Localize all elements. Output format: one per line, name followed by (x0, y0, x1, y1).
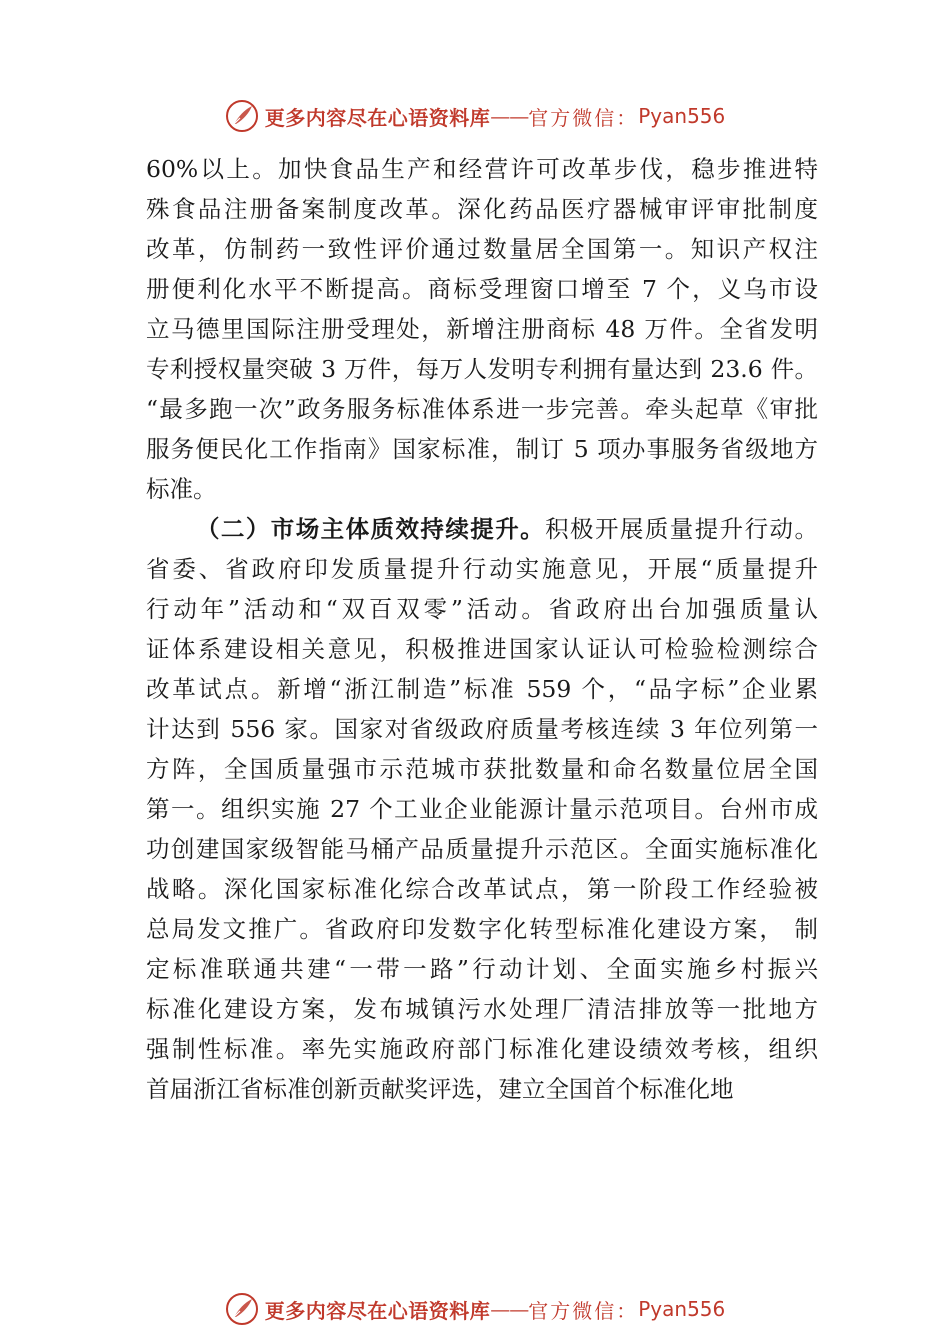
quill-logo-icon (225, 1292, 259, 1326)
header-separator: —— (490, 104, 529, 128)
text-segment: 积极开展质量提升行动。 (545, 515, 818, 543)
section-heading: （二）市场主体质效持续提升。 (196, 515, 546, 543)
text-line: 强制性标准。率先实施政府部门标准化建设绩效考核，组织 (146, 1035, 818, 1063)
text-line: 标准。 (146, 475, 217, 503)
text-line: 标准化建设方案，发布城镇污水处理厂清洁排放等一批地方 (146, 995, 818, 1023)
footer-separator: —— (490, 1297, 529, 1321)
text-line: 立马德里国际注册受理处，新增注册商标 48 万件。全省发明 (146, 315, 818, 343)
paragraph-2 (146, 509, 818, 1109)
text-line: 行动年”活动和“双百双零”活动。省政府出台加强质量认 (146, 595, 818, 623)
header-contact-label: 官方微信： (528, 105, 639, 130)
text-line: 专利授权量突破 3 万件，每万人发明专利拥有量达到 23.6 件。 (146, 355, 818, 383)
text-line: 服务便民化工作指南》国家标准，制订 5 项办事服务省级地方 (146, 435, 818, 463)
document-body (146, 149, 818, 1109)
text-line: 证体系建设相关意见，积极推进国家认证认可检验检测综合 (146, 635, 818, 663)
paragraph-2-first-line (146, 509, 818, 549)
footer-account: Pyan556 (638, 1297, 726, 1321)
text-line: 改革，仿制药一致性评价通过数量居全国第一。知识产权注 (146, 235, 818, 263)
text-line: 定标准联通共建“一带一路”行动计划、全面实施乡村振兴 (146, 955, 818, 983)
text-line: “最多跑一次”政务服务标准体系进一步完善。牵头起草《审批 (146, 395, 818, 423)
text-line: 总局发文推广。省政府印发数字化转型标准化建设方案， 制 (146, 915, 818, 943)
text-line: 首届浙江省标准创新贡献奖评选，建立全国首个标准化地 (146, 1075, 734, 1103)
text-line: 战略。深化国家标准化综合改革试点，第一阶段工作经验被 (146, 875, 818, 903)
text-line: 省委、省政府印发质量提升行动实施意见，开展“质量提升 (146, 555, 818, 583)
text-line: 60%以上。加快食品生产和经营许可改革步伐，稳步推进特 (146, 155, 818, 183)
paragraph-1 (146, 149, 818, 509)
header-account: Pyan556 (638, 104, 726, 128)
text-line: 殊食品注册备案制度改革。深化药品医疗器械审评审批制度 (146, 195, 818, 223)
text-line: 功创建国家级智能马桶产品质量提升示范区。全面实施标准化 (146, 835, 818, 863)
text-line: 计达到 556 家。国家对省级政府质量考核连续 3 年位列第一 (146, 715, 818, 743)
footer-contact-label: 官方微信： (528, 1298, 639, 1323)
text-line: 册便利化水平不断提高。商标受理窗口增至 7 个，义乌市设 (146, 275, 818, 303)
text-line: 第一。组织实施 27 个工业企业能源计量示范项目。台州市成 (146, 795, 818, 823)
footer-brand: 更多内容尽在心语资料库 (264, 1298, 491, 1323)
quill-logo-icon (225, 99, 259, 133)
text-line: 方阵，全国质量强市示范城市获批数量和命名数量位居全国 (146, 755, 818, 783)
header-brand: 更多内容尽在心语资料库 (264, 105, 491, 130)
footer-watermark (0, 1289, 950, 1329)
text-line: 改革试点。新增“浙江制造”标准 559 个，“品字标”企业累 (146, 675, 818, 703)
header-watermark (0, 96, 950, 136)
